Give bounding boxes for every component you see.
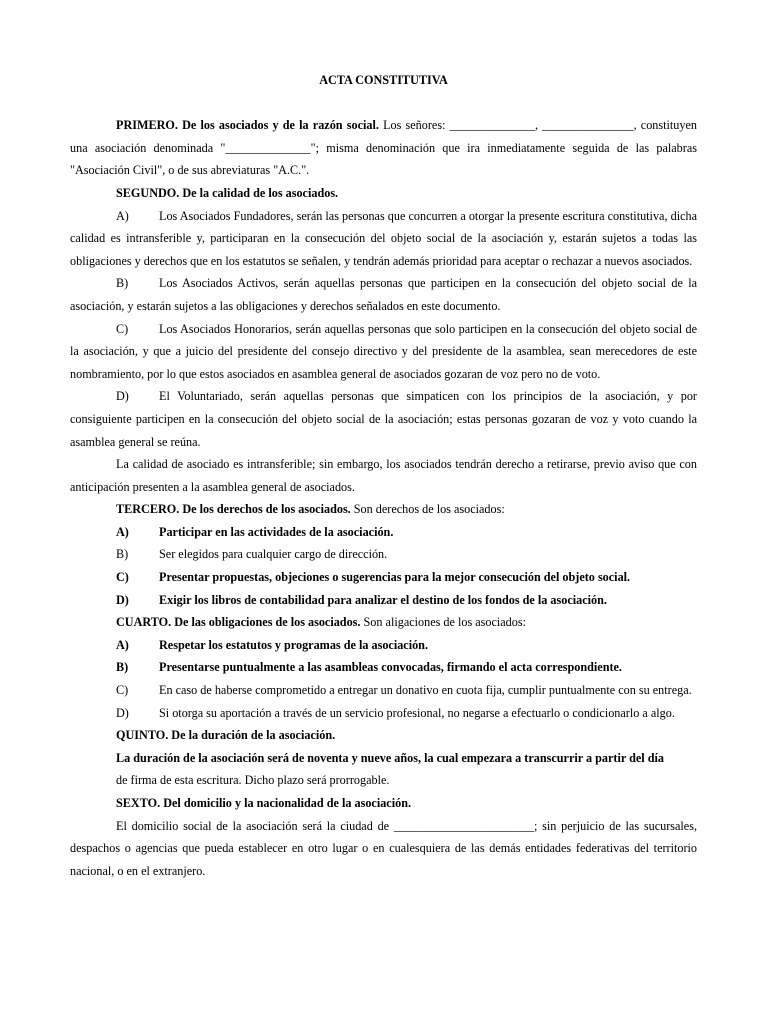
- section-tercero-intro: Son derechos de los asociados:: [350, 502, 505, 517]
- item-text: En caso de haberse comprometido a entregar un donativo en cuota fija, cumplir puntualmente con su entrega.: [159, 683, 692, 698]
- tercero-item-c: [70, 566, 697, 589]
- section-primero: [70, 114, 697, 182]
- section-cuarto-intro: Son aligaciones de los asociados:: [360, 615, 526, 630]
- item-text: Exigir los libros de contabilidad para analizar el destino de los fondos de la asociación.: [159, 592, 607, 607]
- quinto-bold-text: [70, 747, 697, 770]
- item-text: Los Asociados Honorarios, serán aquellas personas que solo participen en la consecución del objeto social de la asociación, y que a juicio del presidente del consejo directivo y del presidente de la asamblea, sean merecedores de este nombramiento, por lo que estos asociados en asamblea general de asociados gozaran de voz pero no de voto.: [70, 321, 697, 381]
- section-sexto-heading: SEXTO. Del domicilio y la nacionalidad de la asociación.: [116, 796, 412, 810]
- section-segundo: [70, 182, 697, 205]
- item-label: B): [116, 660, 129, 675]
- segundo-item-d: [70, 385, 697, 453]
- section-tercero-heading: TERCERO. De los derechos de los asociados.: [116, 502, 351, 517]
- spacer: [70, 92, 697, 115]
- cuarto-item-d: [70, 702, 697, 725]
- item-text: Si otorga su aportación a través de un servicio profesional, no negarse a efectuarlo o condicionarlo a algo.: [159, 705, 675, 720]
- tercero-item-a: [70, 521, 697, 544]
- document-title: ACTA CONSTITUTIVA: [319, 73, 448, 87]
- segundo-item-b: [70, 272, 697, 317]
- item-text: Participar en las actividades de la asociación.: [159, 524, 394, 539]
- section-segundo-heading: SEGUNDO. De la calidad de los asociados.: [116, 185, 339, 200]
- item-label: D): [116, 705, 129, 720]
- section-tercero: [70, 498, 697, 521]
- item-label: C): [116, 321, 129, 336]
- segundo-item-c: [70, 318, 697, 386]
- item-label: A): [116, 208, 129, 223]
- item-text: Ser elegidos para cualquier cargo de dirección.: [159, 547, 388, 562]
- section-quinto: [70, 724, 697, 747]
- section-cuarto: [70, 611, 697, 634]
- segundo-item-a: [70, 205, 697, 273]
- item-text: Presentarse puntualmente a las asambleas convocadas, firmando el acta correspondiente.: [159, 660, 622, 675]
- section-cuarto-heading: CUARTO. De las obligaciones de los asociados.: [116, 615, 361, 630]
- tercero-item-b: [70, 543, 697, 566]
- section-sexto: [70, 792, 697, 815]
- item-label: C): [116, 570, 129, 585]
- section-primero-text: Los señores: ______________, _______________, constituyen una asociación denominada "______________"; misma denominación que ira inmediatamente seguida de las palabras "Asociación Civil", o de sus abreviaturas "A.C.".: [70, 118, 697, 178]
- item-label: D): [116, 389, 129, 404]
- quinto-bold-line: La duración de la asociación será de noventa y nueve años, la cual empezara a transcurrir a partir del día: [116, 750, 664, 765]
- cuarto-item-c: [70, 679, 697, 702]
- item-label: A): [116, 637, 129, 652]
- sexto-text: El domicilio social de la asociación será la ciudad de _______________________; sin perjuicio de las sucursales, despachos o agencias que pueda establecer en otro lugar o en cualesquiera de las demás entidades federativas del territorio nacional, o en el extranjero.: [70, 818, 697, 878]
- section-primero-heading: PRIMERO. De los asociados y de la razón social.: [116, 118, 379, 133]
- item-label: D): [116, 592, 129, 607]
- item-text: Los Asociados Activos, serán aquellas personas que participen en la consecución del objeto social de la asociación, y estarán sujetos a las obligaciones y derechos señalados en este documento.: [70, 276, 697, 313]
- item-text: Respetar los estatutos y programas de la asociación.: [159, 637, 429, 652]
- cuarto-item-a: [70, 634, 697, 657]
- item-label: A): [116, 524, 129, 539]
- item-label: C): [116, 683, 129, 698]
- document-page: [70, 69, 697, 882]
- item-text: Presentar propuestas, objeciones o sugerencias para la mejor consecución del objeto social.: [159, 570, 631, 585]
- section-quinto-heading: QUINTO. De la duración de la asociación.: [116, 728, 336, 743]
- item-text: Los Asociados Fundadores, serán las personas que concurren a otorgar la presente escritura constitutiva, dicha calidad es intransferible y, participaran en la consecución del objeto social de la asociación y, estarán sujetos a todas las obligaciones y derechos que en los estatutos se señalen, y tendrán además prioridad para aceptar o rechazar a nuevos asociados.: [70, 208, 697, 268]
- quinto-text: de firma de esta escritura. Dicho plazo será prorrogable.: [116, 773, 390, 788]
- item-label: B): [116, 276, 129, 291]
- item-label: B): [116, 547, 129, 562]
- tercero-item-d: [70, 589, 697, 612]
- item-text: El Voluntariado, serán aquellas personas que simpaticen con los principios de la asociación, y por consiguiente participen en la consecución del objeto social de la asociación; estas personas gozaran de voz y voto cuando la asamblea general se reúna.: [70, 389, 697, 449]
- segundo-closing: La calidad de asociado es intransferible; sin embargo, los asociados tendrán derecho a retirarse, previo aviso que con anticipación presenten a la asamblea general de asociados.: [70, 457, 697, 494]
- cuarto-item-b: [70, 656, 697, 679]
